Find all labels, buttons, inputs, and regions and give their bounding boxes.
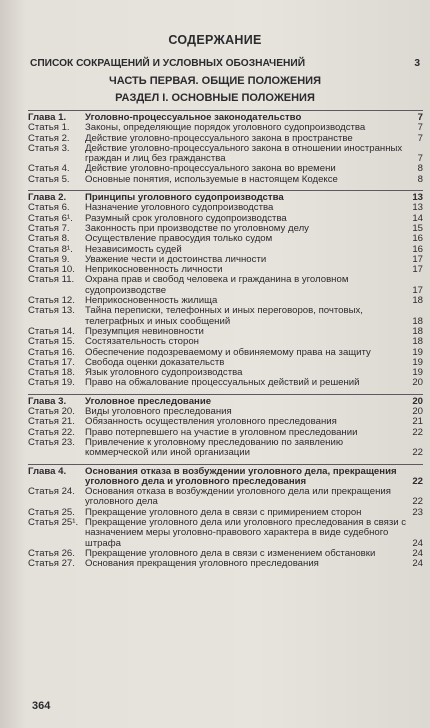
article-label: Статья 6¹. xyxy=(28,212,73,224)
page-number: 364 xyxy=(32,700,51,712)
article-title: Уважение чести и достоинства личности xyxy=(85,253,267,265)
article-entry xyxy=(28,378,423,388)
article-title: Прекращение уголовного дела в связи с изменением обстановки xyxy=(85,547,376,559)
article-title: Право на обжалование процессуальных действий и решений xyxy=(85,377,360,389)
article-entry xyxy=(28,144,423,165)
article-page: 18 xyxy=(412,295,423,307)
article-entry xyxy=(28,306,423,327)
article-page: 19 xyxy=(412,367,423,379)
article-label: Статья 22. xyxy=(28,426,75,438)
article-page: 23 xyxy=(412,506,423,518)
article-label: Статья 23. xyxy=(28,436,75,448)
article-label: Статья 13. xyxy=(28,305,75,317)
article-label: Статья 4. xyxy=(28,163,70,175)
article-title: Основные понятия, используемые в настоящем Кодексе xyxy=(85,173,338,185)
article-label: Статья 27. xyxy=(28,558,75,570)
article-entry xyxy=(28,487,423,508)
divider xyxy=(28,190,423,191)
article-title: Тайна переписки, телефонных и иных переговоров, почтовых, телеграфных и иных сообщений xyxy=(85,305,363,327)
article-page: 16 xyxy=(412,243,423,255)
article-page: 7 xyxy=(417,122,423,134)
article-title: Основания отказа в возбуждении уголовного дела или прекращения уголовного дела xyxy=(85,486,391,508)
chapter-page: 22 xyxy=(412,475,423,487)
article-label: Статья 12. xyxy=(28,295,75,307)
article-page: 22 xyxy=(412,426,423,438)
article-page: 8 xyxy=(417,163,423,175)
article-page: 7 xyxy=(417,132,423,144)
article-label: Статья 21. xyxy=(28,416,75,428)
article-title: Обязанность осуществления уголовного преследования xyxy=(85,416,337,428)
table-of-contents xyxy=(28,110,423,569)
article-page: 7 xyxy=(417,153,423,165)
article-page: 21 xyxy=(412,416,423,428)
article-page: 20 xyxy=(412,406,423,418)
article-page: 18 xyxy=(412,336,423,348)
divider xyxy=(28,394,423,395)
article-label: Статья 19. xyxy=(28,377,75,389)
divider xyxy=(28,110,423,111)
article-page: 22 xyxy=(412,447,423,459)
article-label: Статья 15. xyxy=(28,336,75,348)
article-title: Законы, определяющие порядок уголовного судопроизводства xyxy=(85,122,366,134)
article-entry xyxy=(28,518,423,549)
article-page: 18 xyxy=(412,325,423,337)
article-title: Виды уголовного преследования xyxy=(85,406,232,418)
article-label: Статья 3. xyxy=(28,142,70,154)
chapter-page: 13 xyxy=(412,192,423,204)
article-title: Прекращение уголовного дела в связи с примирением сторон xyxy=(85,506,362,518)
article-page: 19 xyxy=(412,356,423,368)
article-title: Презумпция невиновности xyxy=(85,325,204,337)
article-title: Независимость судей xyxy=(85,243,182,255)
article-entry xyxy=(28,275,423,296)
article-label: Статья 14. xyxy=(28,325,75,337)
article-entry xyxy=(28,559,423,569)
chapter-page: 20 xyxy=(412,395,423,407)
article-title: Неприкосновенность личности xyxy=(85,264,223,276)
article-title: Осуществление правосудия только судом xyxy=(85,233,273,245)
article-page: 20 xyxy=(412,377,423,389)
article-page: 24 xyxy=(412,547,423,559)
chapter-title: Уголовное преследование xyxy=(85,395,212,407)
abbreviations-entry xyxy=(30,58,420,69)
article-label: Статья 24. xyxy=(28,486,75,498)
chapter-label: Глава 4. xyxy=(28,465,67,477)
article-label: Статья 18. xyxy=(28,367,75,379)
article-title: Право потерпевшего на участие в уголовном преследовании xyxy=(85,426,358,438)
article-page: 24 xyxy=(412,537,423,549)
article-entry xyxy=(28,175,423,185)
abbreviations-page: 3 xyxy=(414,58,420,69)
article-label: Статья 8¹. xyxy=(28,243,73,255)
article-title: Действие уголовно-процессуального закона во времени xyxy=(85,163,336,175)
article-label: Статья 11. xyxy=(28,274,75,286)
article-page: 24 xyxy=(412,558,423,570)
article-title: Действие уголовно-процессуального закона в отношении иностранных граждан и лиц без гражданства xyxy=(85,142,403,165)
article-label: Статья 26. xyxy=(28,547,75,559)
article-label: Статья 25¹. xyxy=(28,516,79,528)
chapter-title: Основания отказа в возбуждении уголовного дела, прекращения уголовного дела и уголовного преследования xyxy=(85,465,397,487)
divider xyxy=(28,464,423,465)
article-page: 8 xyxy=(417,173,423,185)
article-label: Статья 25. xyxy=(28,506,75,518)
chapter-label: Глава 1. xyxy=(28,112,67,123)
article-title: Охрана прав и свобод человека и гражданина в уголовном судопроизводстве xyxy=(85,274,349,296)
chapter-label: Глава 3. xyxy=(28,395,67,407)
article-title: Свобода оценки доказательств xyxy=(85,356,225,368)
article-page: 17 xyxy=(412,264,423,276)
chapter-title: Принципы уголовного судопроизводства xyxy=(85,192,284,204)
article-page: 15 xyxy=(412,222,423,234)
chapter-entry xyxy=(28,467,423,488)
article-title: Язык уголовного судопроизводства xyxy=(85,367,243,379)
article-label: Статья 16. xyxy=(28,346,75,358)
abbreviations-title: СПИСОК СОКРАЩЕНИЙ И УСЛОВНЫХ ОБОЗНАЧЕНИЙ xyxy=(30,58,306,69)
chapter-title: Уголовно-процессуальное законодательство xyxy=(85,112,302,123)
article-title: Назначение уголовного судопроизводства xyxy=(85,202,274,214)
article-label: Статья 7. xyxy=(28,222,70,234)
article-label: Статья 9. xyxy=(28,253,70,265)
article-title: Прекращение уголовного дела или уголовного преследования в связи с назначением меры уголовно-правового характера в виде судебного штрафа xyxy=(85,516,407,549)
article-title: Действие уголовно-процессуального закона в пространстве xyxy=(85,132,353,144)
article-label: Статья 5. xyxy=(28,173,70,185)
article-page: 13 xyxy=(412,202,423,214)
section-heading: РАЗДЕЛ I. ОСНОВНЫЕ ПОЛОЖЕНИЯ xyxy=(115,92,315,104)
article-label: Статья 8. xyxy=(28,233,70,245)
article-title: Основания прекращения уголовного преследования xyxy=(85,558,319,570)
article-title: Неприкосновенность жилища xyxy=(85,295,218,307)
article-title: Законность при производстве по уголовному делу xyxy=(85,222,309,234)
article-page: 16 xyxy=(412,233,423,245)
part-heading: ЧАСТЬ ПЕРВАЯ. ОБЩИЕ ПОЛОЖЕНИЯ xyxy=(108,75,321,87)
article-title: Обеспечение подозреваемому и обвиняемому права на защиту xyxy=(85,346,371,358)
chapter-label: Глава 2. xyxy=(28,192,67,204)
article-label: Статья 10. xyxy=(28,264,75,276)
article-label: Статья 17. xyxy=(28,356,75,368)
article-page: 18 xyxy=(412,315,423,327)
article-entry xyxy=(28,438,423,459)
contents-heading: СОДЕРЖАНИЕ xyxy=(168,33,262,47)
article-label: Статья 2. xyxy=(28,132,70,144)
article-page: 17 xyxy=(412,253,423,265)
article-label: Статья 20. xyxy=(28,406,75,418)
article-title: Привлечение к уголовному преследованию по заявлению коммерческой или иной организации xyxy=(85,436,344,459)
article-page: 17 xyxy=(412,284,423,296)
article-label: Статья 1. xyxy=(28,122,70,134)
chapter-page: 7 xyxy=(417,112,423,123)
article-title: Состязательность сторон xyxy=(85,336,199,348)
article-page: 14 xyxy=(412,212,423,224)
article-page: 19 xyxy=(412,346,423,358)
article-label: Статья 6. xyxy=(28,202,70,214)
article-title: Разумный срок уголовного судопроизводства xyxy=(85,212,287,224)
article-page: 22 xyxy=(412,496,423,508)
article-entry xyxy=(28,337,423,347)
